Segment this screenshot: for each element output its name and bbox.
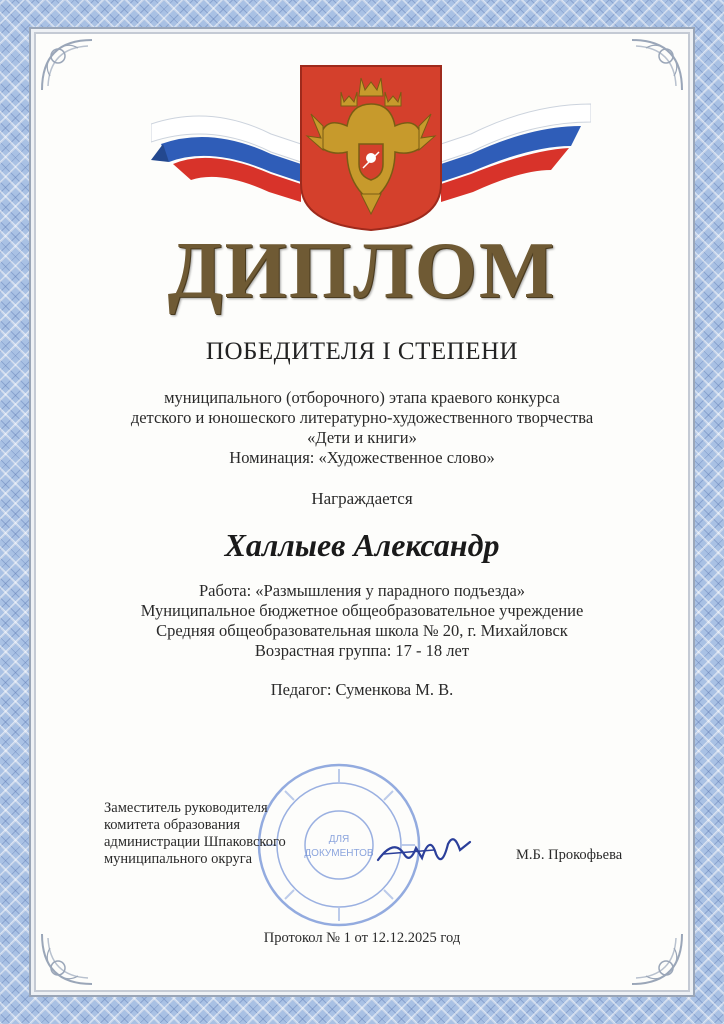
contest-line: «Дети и книги» <box>307 428 417 447</box>
position-line: муниципального округа <box>104 851 253 867</box>
details-line: Работа: «Размышления у парадного подъезда» <box>198 581 526 600</box>
details-line: Муниципальное бюджетное общеобразовательное учреждение <box>140 601 584 620</box>
position-line: администрации Шпаковского <box>104 834 286 850</box>
signatory-position <box>104 800 314 868</box>
contest-line: муниципального (отборочного) этапа краевого конкурса <box>164 388 560 407</box>
protocol-line: Протокол № 1 от 12.12.2025 год <box>263 930 461 946</box>
contest-line: детского и юношеского литературно-художественного творчества <box>130 408 594 427</box>
emblem-with-flag-ribbon <box>151 64 591 234</box>
corner-ornament-icon <box>38 36 96 94</box>
diploma-sheet <box>36 34 688 990</box>
coat-of-arms-icon <box>301 66 441 230</box>
teacher-line: Педагог: Суменкова М. В. <box>270 680 454 699</box>
handwritten-signature <box>374 824 474 874</box>
details-line: Возрастная группа: 17 - 18 лет <box>254 641 470 660</box>
awarded-label: Награждается <box>311 489 413 508</box>
winner-name: Халлыев Александр <box>224 527 500 563</box>
stamp-inner-text: ДОКУМЕНТОВ <box>304 848 374 859</box>
signatory-name: М.Б. Прокофьева <box>516 847 623 863</box>
corner-ornament-icon <box>628 36 686 94</box>
work-details <box>76 581 648 661</box>
stamp-inner-text: ДЛЯ <box>328 834 350 845</box>
contest-line: Номинация: «Художественное слово» <box>229 448 495 467</box>
position-line: комитета образования <box>104 817 241 833</box>
diploma-subtitle: ПОБЕДИТЕЛЯ I СТЕПЕНИ <box>205 338 519 365</box>
diploma-title: ДИПЛОМ <box>167 227 557 315</box>
position-line: Заместитель руководителя <box>104 800 268 816</box>
details-line: Средняя общеобразовательная школа № 20, г. Михайловск <box>156 621 568 640</box>
contest-description <box>76 388 648 468</box>
